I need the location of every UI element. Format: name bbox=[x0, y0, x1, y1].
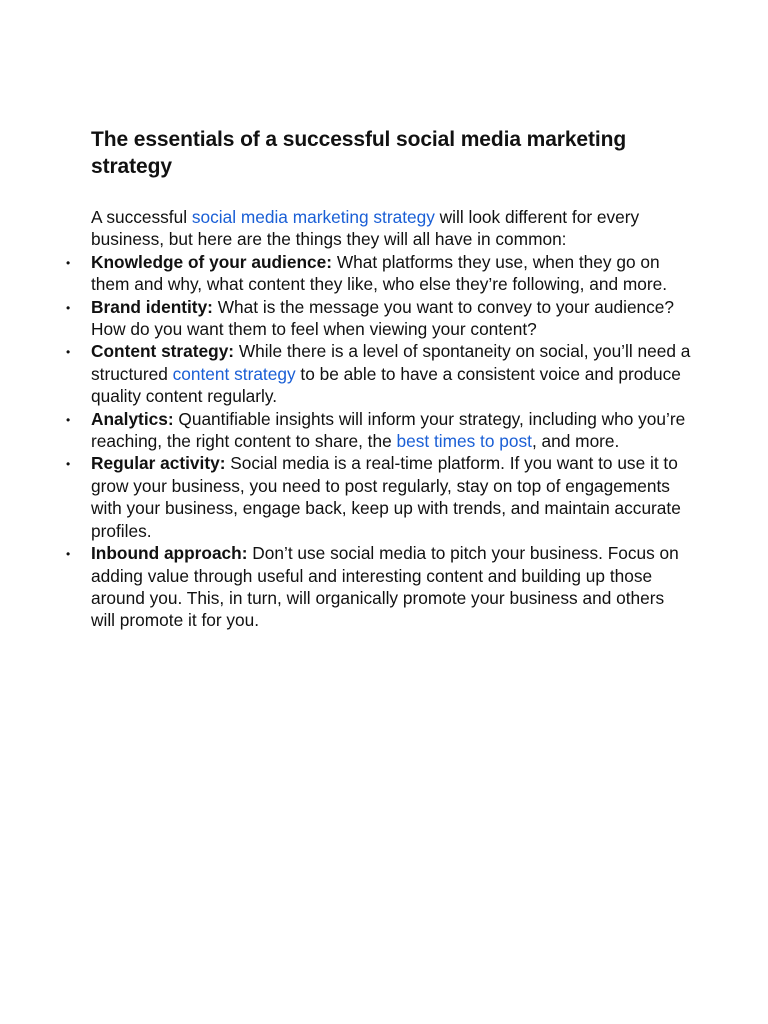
bullet-icon: • bbox=[66, 457, 71, 472]
list-item-content-strategy bbox=[66, 340, 691, 407]
content-strategy-link[interactable]: content strategy bbox=[172, 363, 296, 384]
bullet-icon: • bbox=[66, 345, 71, 360]
list-item-term: Regular activity: bbox=[91, 453, 226, 474]
bullet-icon: • bbox=[66, 547, 71, 562]
list-item-text-after: , and more. bbox=[531, 431, 620, 452]
best-times-to-post-link[interactable]: best times to post bbox=[396, 431, 532, 452]
list-item-term: Content strategy: bbox=[91, 341, 235, 362]
list-item-text: What platforms they use, when they go on them and why, what content they like, who else they’re following, and more. bbox=[91, 251, 668, 295]
list-item-text-after: to be able to have a consistent voice and produce quality content regularly. bbox=[91, 363, 681, 407]
bullet-icon: • bbox=[66, 412, 71, 427]
social-media-marketing-strategy-link[interactable]: social media marketing strategy bbox=[191, 207, 435, 227]
list-item-term: Analytics: bbox=[91, 408, 174, 429]
list-item-text: Social media is a real-time platform. If you want to use it to grow your business, you need to post regularly, stay on top of engagements with your business, engage back, keep up with trends, and maintain accurate profiles. bbox=[91, 453, 681, 541]
list-item-brand-identity bbox=[66, 296, 691, 341]
list-item-text: Quantifiable insights will inform your strategy, including who you’re reaching, the right content to share, the bbox=[91, 408, 686, 452]
intro-text-before: A successful bbox=[91, 207, 192, 227]
list-item-audience bbox=[66, 251, 691, 296]
list-item-text: What is the message you want to convey to your audience? How do you want them to feel when viewing your content? bbox=[91, 296, 675, 340]
document-content bbox=[66, 126, 691, 632]
list-item-text: Don’t use social media to pitch your business. Focus on adding value through useful and interesting content and building up those around you. This, in turn, will organically promote your business and others will promote it for you. bbox=[91, 543, 679, 631]
bullet-icon: • bbox=[66, 255, 71, 270]
list-item-text: While there is a level of spontaneity on social, you’ll need a structured bbox=[91, 341, 691, 384]
list-item-term: Knowledge of your audience: bbox=[91, 251, 333, 272]
document-title: The essentials of a successful social media marketing strategy bbox=[91, 128, 627, 178]
intro-text-after: will look different for every business, but here are the things they will all have in common: bbox=[91, 207, 640, 250]
list-item-term: Brand identity: bbox=[91, 296, 213, 317]
essentials-list bbox=[66, 251, 691, 632]
list-item-inbound-approach bbox=[66, 542, 691, 632]
list-item-term: Inbound approach: bbox=[91, 543, 248, 564]
list-item-analytics bbox=[66, 408, 691, 453]
intro-paragraph bbox=[91, 206, 691, 251]
list-item-regular-activity bbox=[66, 452, 691, 542]
bullet-icon: • bbox=[66, 300, 71, 315]
